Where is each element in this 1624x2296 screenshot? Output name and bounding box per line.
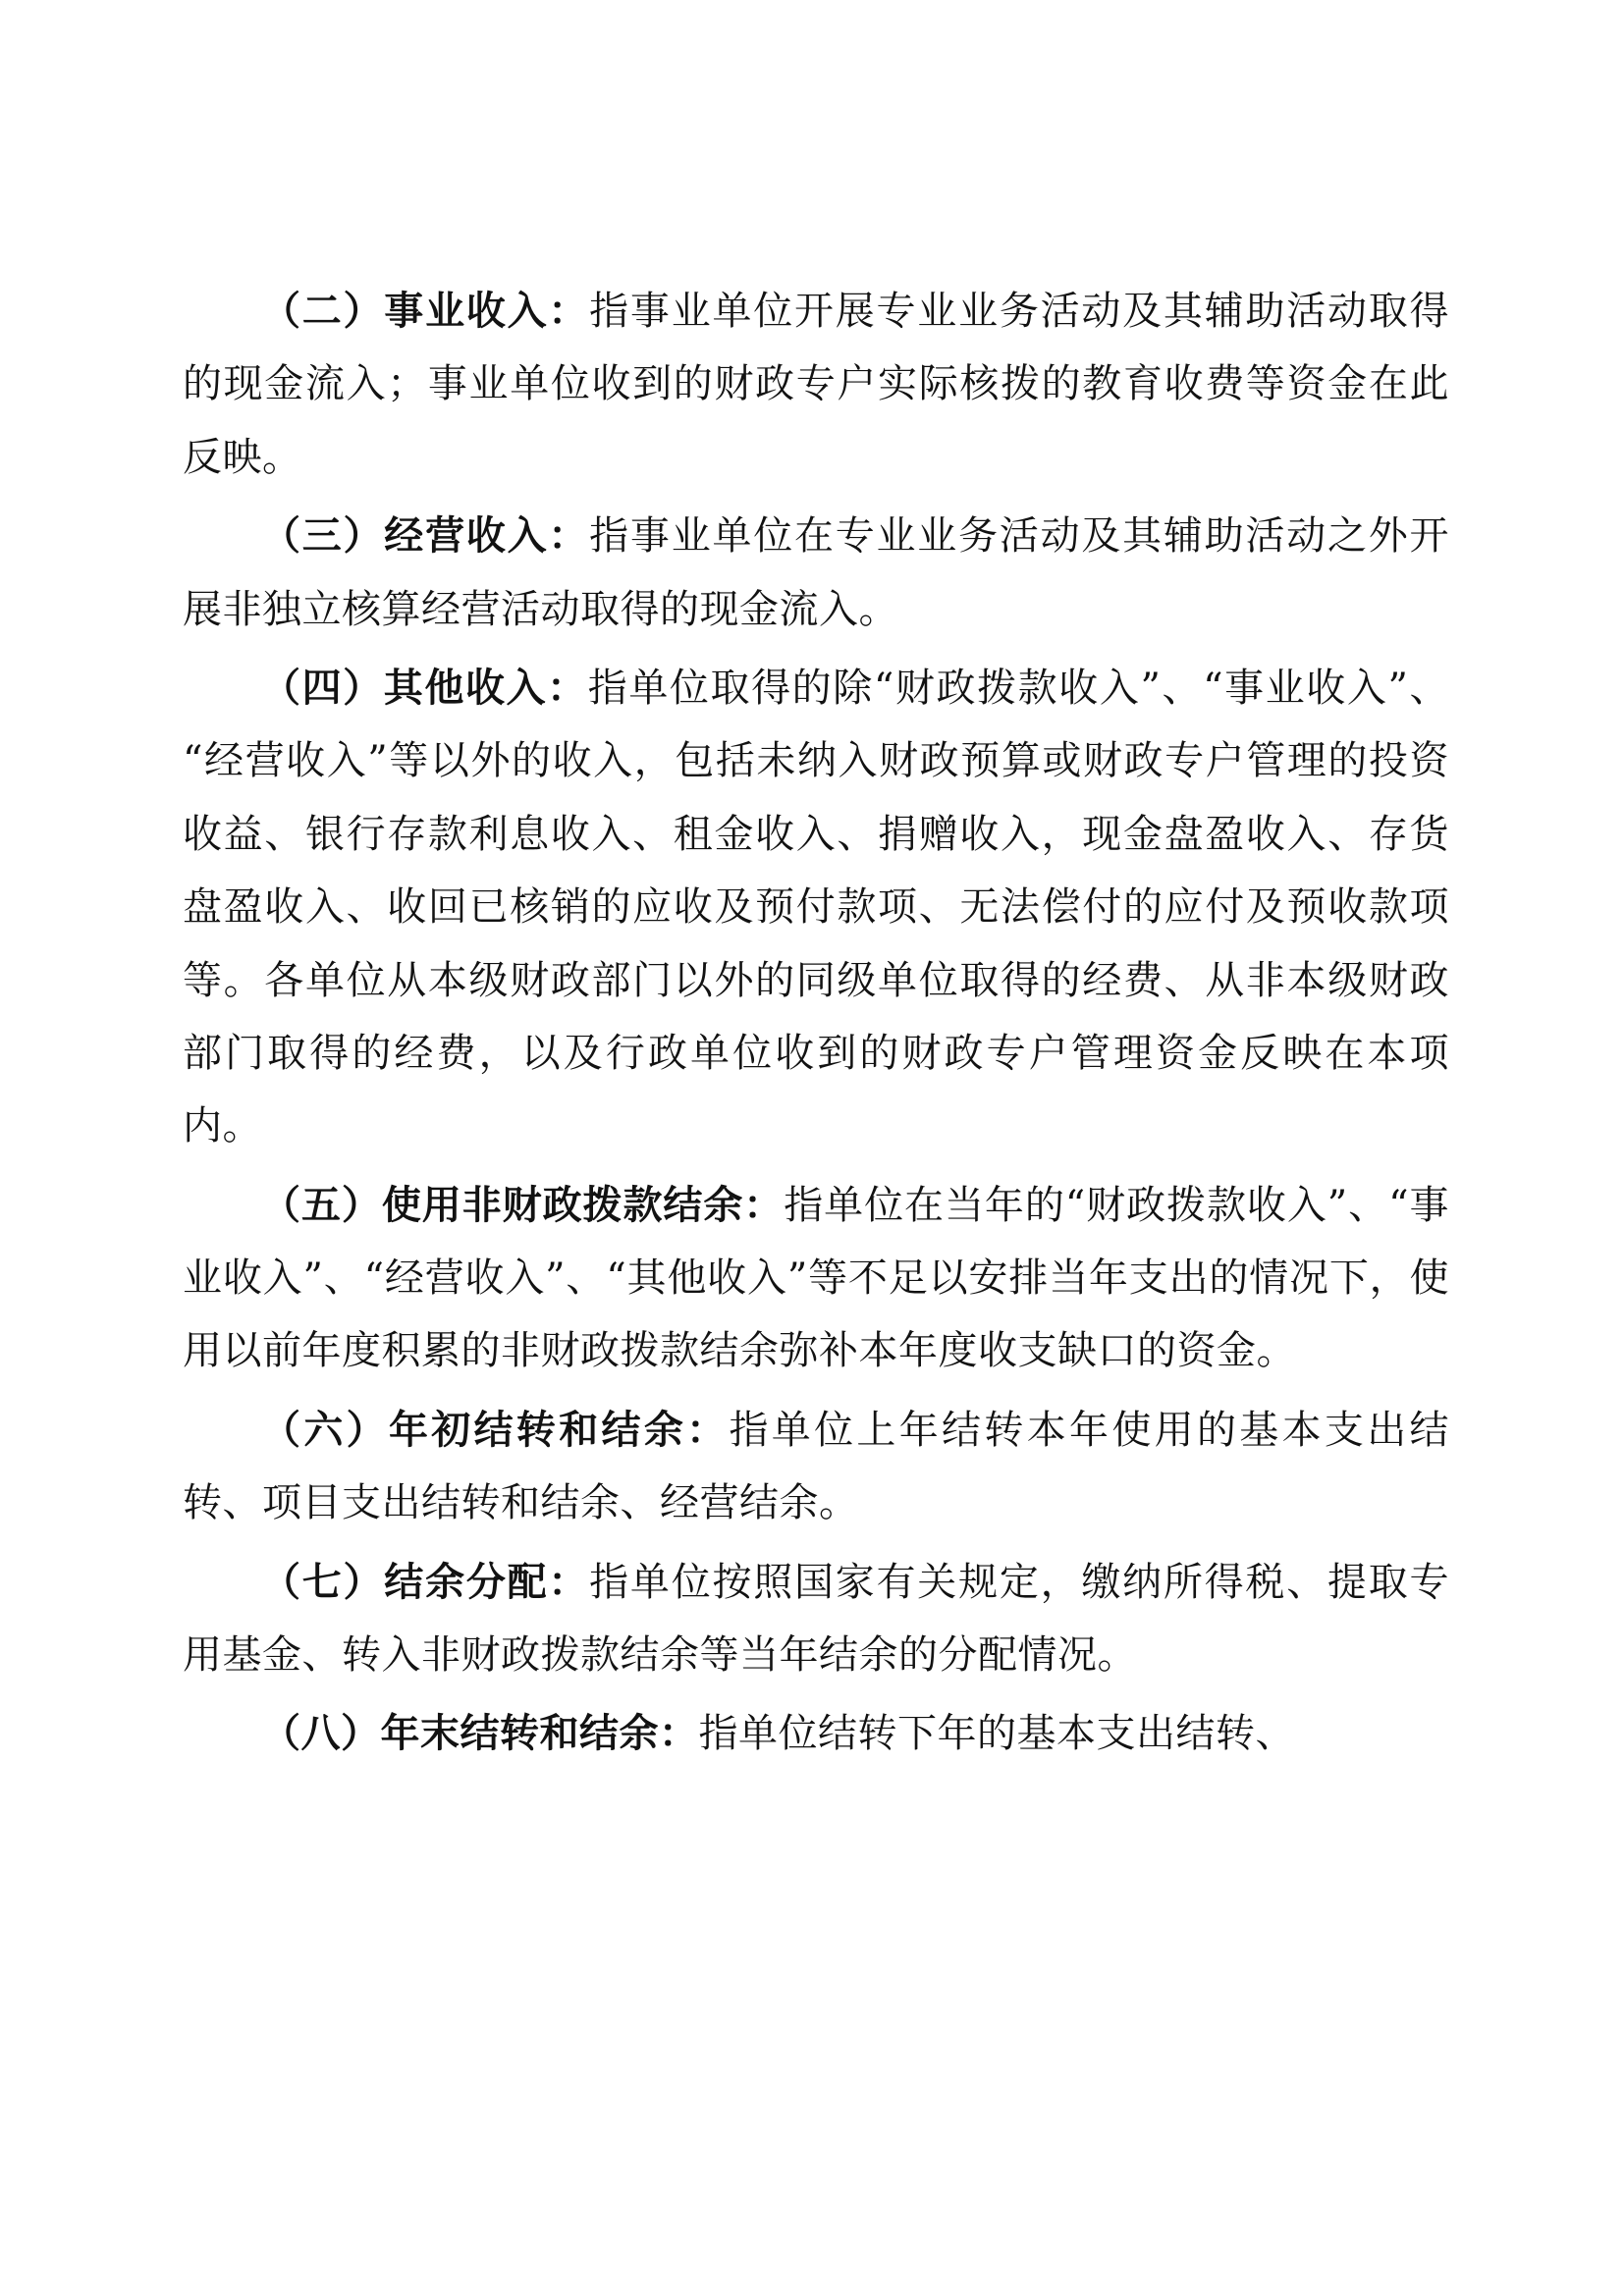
paragraph-item [183, 500, 1449, 646]
term-separator: ： [659, 1710, 699, 1757]
term-description: 指单位在当年的“财政拨款收入”、“事业收入”、“经营收入”、“其他收入”等不足以安排当年支出的情况下，使用以前年度积累的非财政拨款结余弥补本年度收支缺口的资金。 [183, 1182, 1450, 1374]
term-label: （六）年初结转和结余 [261, 1406, 687, 1453]
paragraph-item [183, 652, 1449, 1163]
term-description: 指单位结转下年的基本支出结转、 [698, 1711, 1295, 1757]
term-separator: ： [548, 512, 590, 560]
term-description: 指单位取得的除“财政拨款收入”、“事业收入”、“经营收入”等以外的收入，包括未纳入财政预算或财政专户管理的投资收益、银行存款利息收入、租金收入、捐赠收入，现金盘盈收入、存货盘盈收入、收回已核销的应收及预付款项、无法偿付的应付及预收款项等。各单位从本级财政部门以外的同级单位取得的经费、从非本级财政部门取得的经费，以及行政单位收到的财政专户管理资金反映在本项内。 [183, 665, 1450, 1149]
term-description: 指事业单位在专业业务活动及其辅助活动之外开展非独立核算经营活动取得的现金流入。 [183, 513, 1450, 632]
paragraph-item [183, 1169, 1449, 1388]
term-label: （二）事业收入 [261, 288, 549, 334]
term-description: 指单位按照国家有关规定，缴纳所得税、提取专用基金、转入非财政拨款结余等当年结余的分配情况。 [183, 1559, 1450, 1679]
paragraph-item [183, 275, 1449, 494]
term-separator: ： [548, 1558, 590, 1605]
term-description: 指单位上年结转本年使用的基本支出结转、项目支出结转和结余、经营结余。 [183, 1407, 1450, 1526]
term-separator: ： [548, 288, 590, 334]
term-separator: ： [547, 664, 588, 711]
term-label: （五）使用非财政拨款结余 [261, 1181, 744, 1228]
term-label: （四）其他收入 [261, 664, 548, 711]
term-description: 指事业单位开展专业业务活动及其辅助活动取得的现金流入；事业单位收到的财政专户实际核拨的教育收费等资金在此反映。 [183, 289, 1450, 480]
term-separator: ： [743, 1181, 785, 1228]
term-separator: ： [686, 1406, 730, 1453]
document-body [183, 275, 1449, 1777]
term-label: （七）结余分配 [261, 1558, 549, 1605]
term-label: （八）年末结转和结余 [261, 1710, 659, 1757]
term-label: （三）经营收入 [261, 512, 549, 560]
paragraph-item [183, 1697, 1449, 1770]
paragraph-item [183, 1394, 1449, 1540]
paragraph-item [183, 1546, 1449, 1692]
